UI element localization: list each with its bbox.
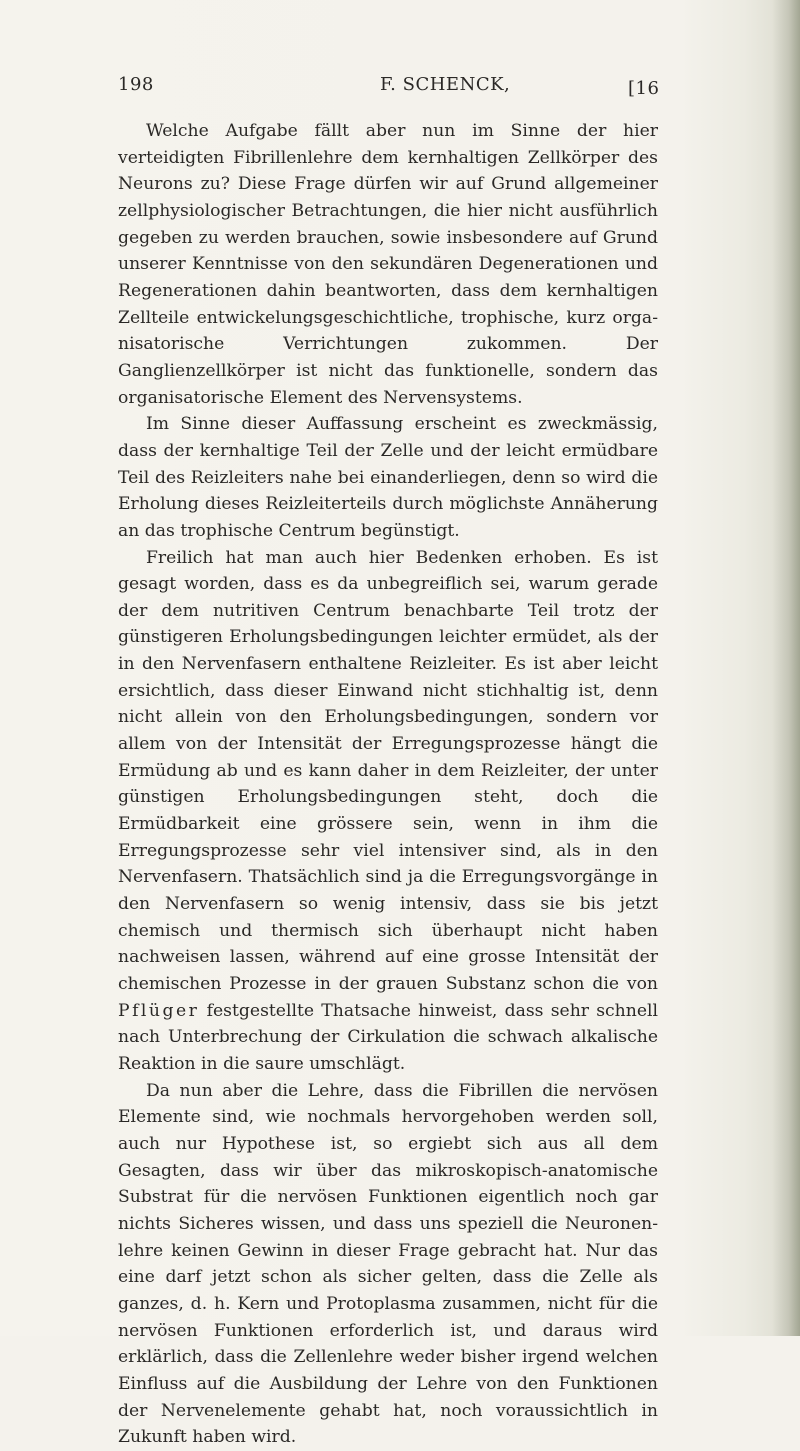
paragraph-3-text: Freilich hat man auch hier Bedenken erhoben. Es ist gesagt worden, dass es da unbegreiflich sei, warum gerade der dem nutritiven Centrum benachbarte Teil trotz der günstigeren Erholungsbedingungen leichter ermüdet, als der in den Nervenfasern enthaltene Reizleiter. Es ist aber leicht ersichtlich, dass dieser Einwand nicht stichhaltig ist, denn nicht allein von den Erholungsbedingungen, sondern vor allem von der Intensität der Erregungsprozesse hängt die Ermüdung ab und es kann daher in dem Reizleiter, der unter günstigen Erholungsbedingungen steht, doch die Ermüdbarkeit eine grössere sein, wenn in ihm die Erregungsprozesse sehr viel intensiver sind, als in den Nervenfasern. Thatsächlich sind ja die Erregungsvorgänge in den Nervenfasern so wenig intensiv, dass sie bis jetzt chemisch und thermisch sich überhaupt nicht haben nachweisen lassen, während auf eine grosse Intensität der chemischen Prozesse in der grauen Substanz schon die von <box>118 547 658 994</box>
running-title: F. SCHENCK, <box>380 74 511 95</box>
paragraph-3 <box>118 545 658 1078</box>
paragraph-3-text-after: festgestellte Thatsache hinweist, dass sehr schnell nach Unterbrechung der Cirkulation die schwach alkalische Reaktion in die saure umschlägt. <box>118 1000 658 1074</box>
paragraph-1: Welche Aufgabe fällt aber nun im Sinne der hier verteidigten Fibrillenlehre dem kernhaltigen Zellkörper des Neurons zu? Diese Frage dürfen wir auf Grund allgemeiner zellphysiologischer Betrachtungen, die hier nicht ausführlich gegeben zu werden brauchen, sowie insbesondere auf Grund unserer Kenntnisse von den sekundären Degenerationen und Regenerationen dahin beantworten, dass dem kernhaltigen Zellteile entwickelungsgeschichtliche, trophische, kurz organisatorische Verrichtungen zukommen. Der Ganglienzellkörper ist nicht das funktionelle, sondern das organisatorische Element des Nervensystems. <box>118 121 658 408</box>
author-name-pflueger: Pflüger <box>118 1000 200 1021</box>
page-number: 198 <box>118 74 154 95</box>
paragraph-2: Im Sinne dieser Auffassung erscheint es zweckmässig, dass der kernhaltige Teil der Zelle und der leicht ermüdbare Teil des Reizleiters nahe bei einanderliegen, denn so wird die Erholung dieses Reizleiterteils durch möglichste Annäherung an das trophische Centrum begünstigt. <box>118 414 658 541</box>
page-edge-shadow <box>772 0 800 1336</box>
running-header <box>118 74 658 104</box>
section-mark: [16 <box>628 78 660 99</box>
body-text <box>118 118 658 1451</box>
paragraph-4: Da nun aber die Lehre, dass die Fibrillen die nervösen Elemente sind, wie nochmals hervorgehoben werden soll, auch nur Hypothese ist, so ergiebt sich aus all dem Gesagten, dass wir über das mikroskopisch-anatomische Substrat für die nervösen Funktionen eigentlich noch gar nichts Sicheres wissen, und dass uns speziell die Neuronenlehre keinen Gewinn in dieser Frage gebracht hat. Nur das eine darf jetzt schon als sicher gelten, dass die Zelle als ganzes, d. h. Kern und Protoplasma zusammen, nicht für die nervösen Funktionen erforderlich ist, und daraus wird erklärlich, dass die Zellenlehre weder bisher irgend welchen Einfluss auf die Ausbildung der Lehre von den Funktionen der Nervenelemente gehabt hat, noch voraussichtlich in Zukunft haben wird. <box>118 1080 658 1448</box>
